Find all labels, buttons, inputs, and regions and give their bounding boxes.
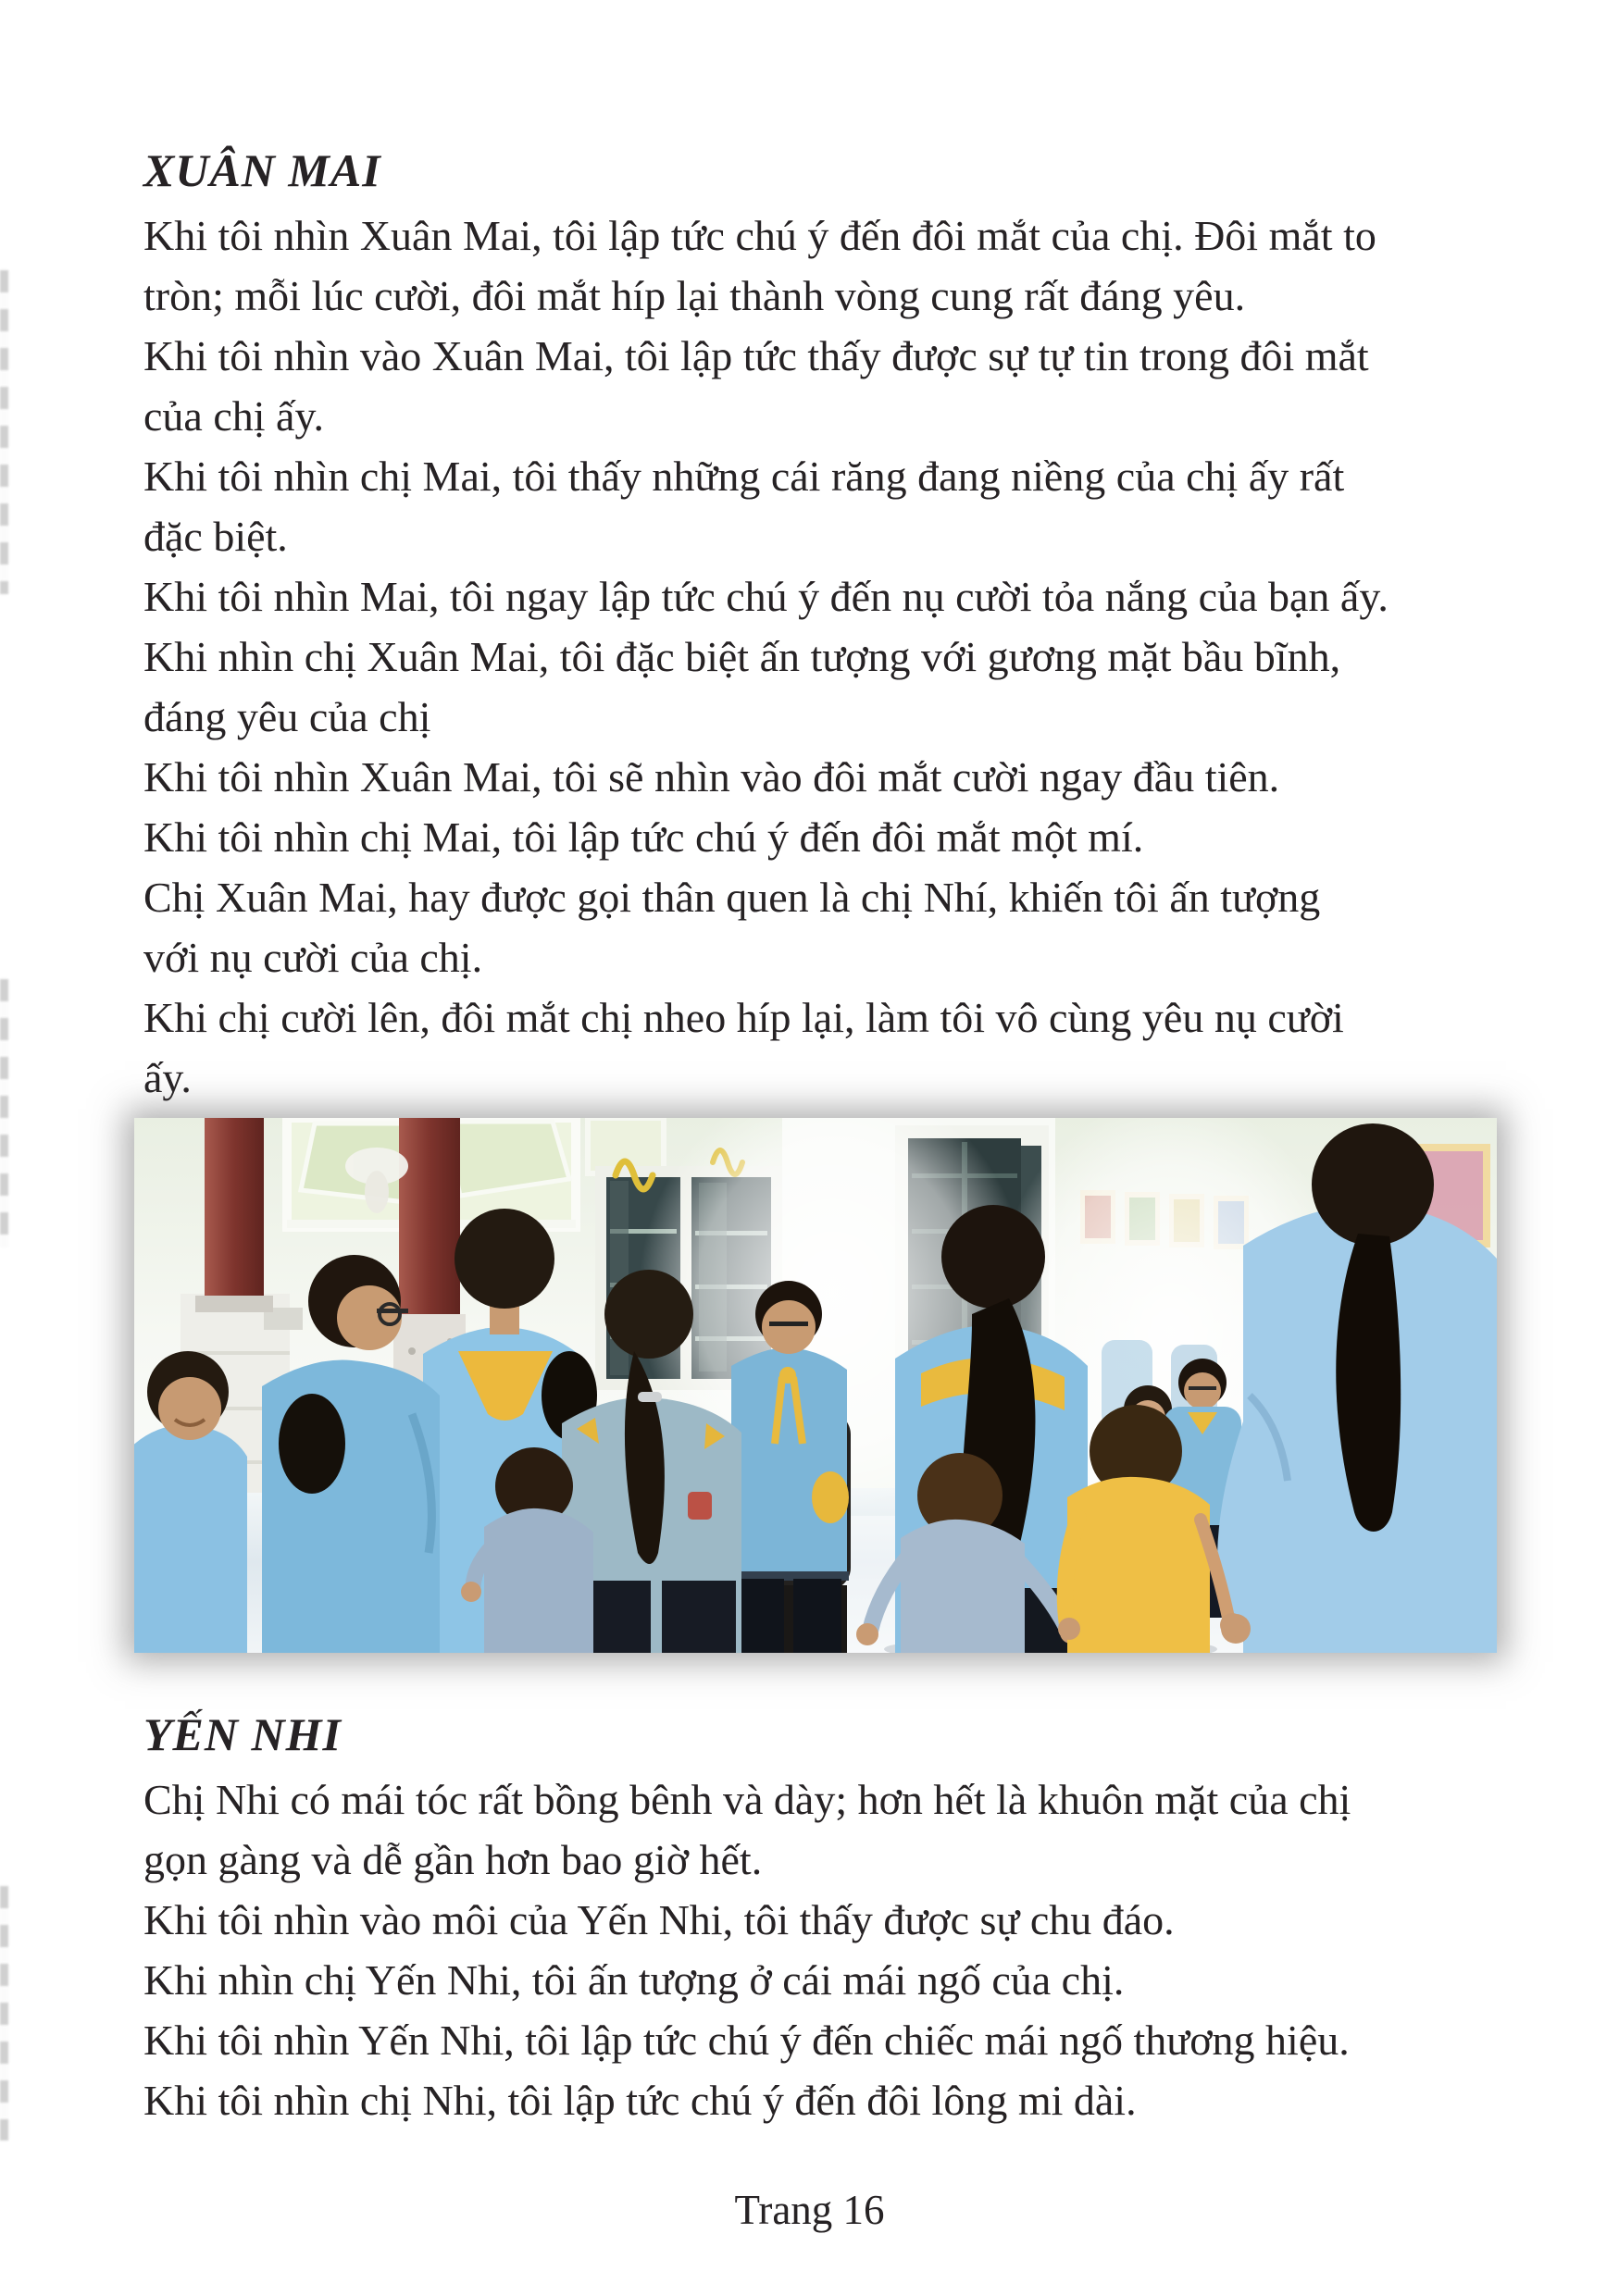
text-line: Khi tôi nhìn Yến Nhi, tôi lập tức chú ý đến chiếc mái ngố thương hiệu. bbox=[143, 2017, 1350, 2064]
text-line: Khi tôi nhìn vào Xuân Mai, tôi lập tức thấy được sự tự tin trong đôi mắt bbox=[143, 332, 1369, 379]
group-photo-illustration bbox=[134, 1118, 1497, 1653]
text-line: Khi tôi nhìn vào môi của Yến Nhi, tôi thấy được sự chu đáo. bbox=[143, 1896, 1175, 1943]
text-line: gọn gàng và dễ gần hơn bao giờ hết. bbox=[143, 1836, 763, 1883]
text-line: Chị Xuân Mai, hay được gọi thân quen là chị Nhí, khiến tôi ấn tượng bbox=[143, 874, 1321, 921]
text-line: với nụ cười của chị. bbox=[143, 934, 483, 981]
section-heading-xuan-mai: XUÂN MAI bbox=[143, 144, 381, 196]
text-line: của chị ấy. bbox=[143, 392, 324, 440]
section-heading-yen-nhi: YẾN NHI bbox=[143, 1708, 342, 1760]
section-body-yen-nhi bbox=[143, 1769, 1351, 2130]
text-line: Khi tôi nhìn chị Nhi, tôi lập tức chú ý đến đôi lông mi dài. bbox=[143, 2077, 1137, 2124]
left-edge-scan-artifact bbox=[0, 979, 8, 1247]
section-yen-nhi bbox=[143, 1703, 1351, 2130]
text-line: Khi nhìn chị Xuân Mai, tôi đặc biệt ấn tượng với gương mặt bầu bĩnh, bbox=[143, 633, 1341, 680]
text-line: tròn; mỗi lúc cười, đôi mắt híp lại thành vòng cung rất đáng yêu. bbox=[143, 272, 1246, 319]
section-body-xuan-mai bbox=[143, 205, 1389, 1108]
page-number: Trang 16 bbox=[734, 2187, 885, 2233]
left-edge-scan-artifact bbox=[0, 270, 8, 594]
section-xuan-mai bbox=[143, 139, 1389, 1108]
text-line: Khi tôi nhìn Xuân Mai, tôi lập tức chú ý đến đôi mắt của chị. Đôi mắt to bbox=[143, 212, 1376, 259]
text-line: Khi tôi nhìn Xuân Mai, tôi sẽ nhìn vào đôi mắt cười ngay đầu tiên. bbox=[143, 753, 1280, 800]
text-line: Khi tôi nhìn chị Mai, tôi lập tức chú ý đến đôi mắt một mí. bbox=[143, 813, 1144, 861]
text-line: đặc biệt. bbox=[143, 513, 288, 560]
text-line: Khi tôi nhìn chị Mai, tôi thấy những cái răng đang niềng của chị ấy rất bbox=[143, 453, 1345, 500]
text-line: đáng yêu của chị bbox=[143, 693, 431, 740]
left-edge-scan-artifact bbox=[0, 1886, 8, 2141]
text-line: Khi chị cười lên, đôi mắt chị nheo híp lại, làm tôi vô cùng yêu nụ cười bbox=[143, 994, 1344, 1041]
text-line: Khi nhìn chị Yến Nhi, tôi ấn tượng ở cái mái ngố của chị. bbox=[143, 1956, 1125, 2004]
text-line: Chị Nhi có mái tóc rất bồng bênh và dày; hơn hết là khuôn mặt của chị bbox=[143, 1776, 1351, 1823]
text-line: ấy. bbox=[143, 1054, 192, 1101]
group-photo bbox=[134, 1118, 1497, 1653]
text-line: Khi tôi nhìn Mai, tôi ngay lập tức chú ý đến nụ cười tỏa nắng của bạn ấy. bbox=[143, 573, 1389, 620]
